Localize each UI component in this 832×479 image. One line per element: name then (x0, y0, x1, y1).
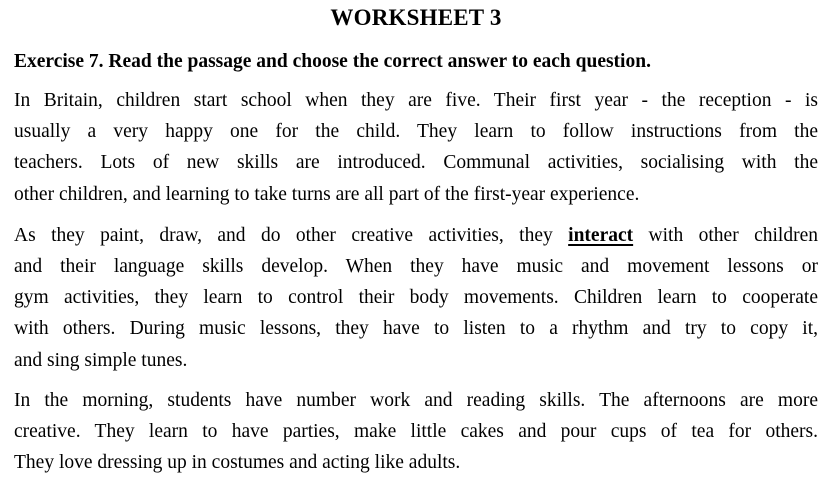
passage-line: gym activities, they learn to control their body movements. Children learn to cooperate (14, 287, 818, 309)
passage-text: As they paint, draw, and do other creative activities, they (14, 224, 569, 246)
exercise-instruction: Exercise 7. Read the passage and choose the correct answer to each question. (14, 51, 651, 72)
passage-line: with others. During music lessons, they have to listen to a rhythm and try to copy it, (14, 318, 818, 340)
underlined-keyword: interact (568, 224, 634, 246)
passage-paragraph-2 (14, 220, 818, 376)
passage-line: creative. They learn to have parties, make little cakes and pour cups of tea for others. (14, 421, 818, 443)
passage-line: usually a very happy one for the child. They learn to follow instructions from the (14, 121, 818, 143)
passage-line: teachers. Lots of new skills are introduced. Communal activities, socialising with the (14, 152, 818, 174)
passage-line: In the morning, students have number work and reading skills. The afternoons are more (14, 389, 818, 411)
passage-paragraph-3 (14, 385, 818, 479)
passage-line: and their language skills develop. When they have music and movement lessons or (14, 256, 818, 278)
passage-line: other children, and learning to take turns are all part of the first-year experience. (14, 183, 640, 205)
passage-text: with other children (633, 224, 819, 246)
passage-paragraph-1 (14, 85, 818, 210)
worksheet-title: WORKSHEET 3 (330, 5, 502, 30)
worksheet-page (14, 0, 818, 478)
passage-line: They love dressing up in costumes and acting like adults. (14, 452, 461, 474)
passage-line: and sing simple tunes. (14, 349, 188, 371)
passage-line-with-keyword (14, 220, 818, 251)
passage-line: In Britain, children start school when they are five. Their first year - the reception - is (14, 90, 818, 111)
